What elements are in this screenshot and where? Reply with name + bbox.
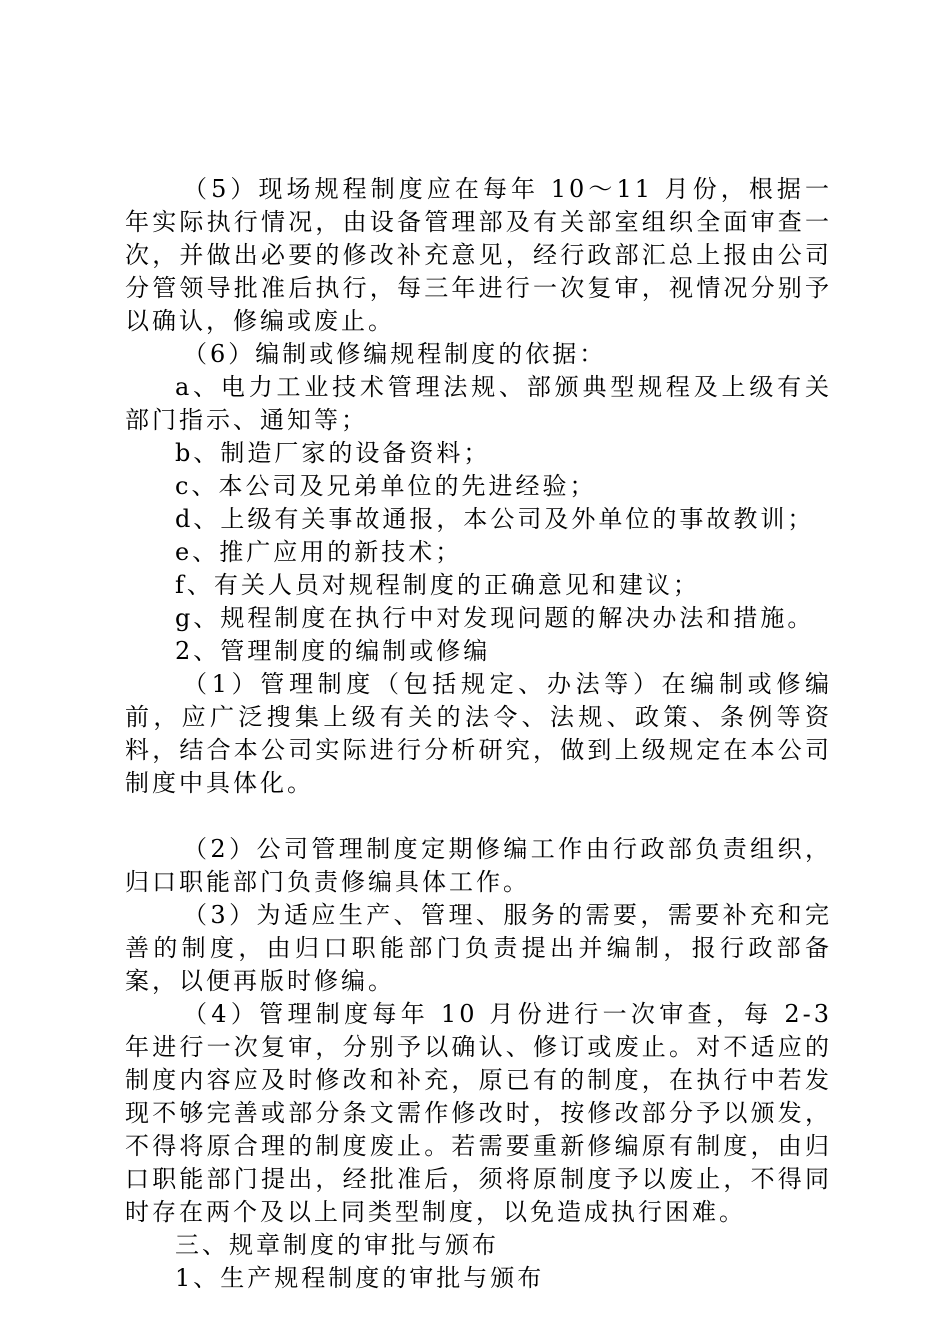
paragraph-5: （5）现场规程制度应在每年 10～11 月份，根据一年实际执行情况，由设备管理部及有关部室组织全面审查一次，并做出必要的修改补充意见，经行政部汇总上报由公司分管领导批准后执行，每三年进行一次复审，视情况分别予以确认，修编或废止。: [125, 175, 832, 335]
management-paragraph-3: （3）为适应生产、管理、服务的需要，需要补充和完善的制度，由归口职能部门负责提出并编制，报行政部备案，以便再版时修编。: [125, 901, 832, 995]
paragraph-gap: [125, 800, 832, 833]
management-paragraph-4: （4）管理制度每年 10 月份进行一次审查，每 2-3 年进行一次复审，分别予以确认、修订或废止。对不适应的制度内容应及时修改和补充，原已有的制度，在执行中若发现不够完善或部分条文需作修改时，按修改部分予以颁发，不得将原合理的制度废止。若需要重新修编原有制度，由归口职能部门提出，经批准后，须将原制度予以废止，不得同时存在两个及以上同类型制度，以免造成执行困难。: [125, 1000, 832, 1226]
paragraph-6: （6）编制或修编规程制度的依据：: [183, 340, 607, 368]
basis-item-e: e、推广应用的新技术；: [175, 538, 463, 566]
management-paragraph-2: （2）公司管理制度定期修编工作由行政部负责组织，归口职能部门负责修编具体工作。: [125, 835, 832, 896]
basis-item-c: c、本公司及兄弟单位的先进经验；: [175, 472, 597, 500]
basis-item-d: d、上级有关事故通报，本公司及外单位的事故教训；: [175, 505, 815, 533]
basis-item-f: f、有关人员对规程制度的正确意见和建议；: [175, 571, 700, 599]
management-paragraph-1: （1）管理制度（包括规定、办法等）在编制或修编前，应广泛搜集上级有关的法令、法规、政策、条例等资料，结合本公司实际进行分析研究，做到上级规定在本公司制度中具体化。: [125, 670, 832, 797]
basis-item-b: b、制造厂家的设备资料；: [175, 439, 491, 467]
basis-item-g: g、规程制度在执行中对发现问题的解决办法和措施。: [175, 604, 815, 632]
chapter-heading-3: 三、规章制度的审批与颁布: [175, 1231, 499, 1259]
section-heading-2: 2、管理制度的编制或修编: [175, 637, 491, 665]
basis-item-a: a、电力工业技术管理法规、部颁典型规程及上级有关部门指示、通知等；: [125, 373, 832, 434]
subsection-heading-3-1: 1、生产规程制度的审批与颁布: [175, 1264, 545, 1292]
